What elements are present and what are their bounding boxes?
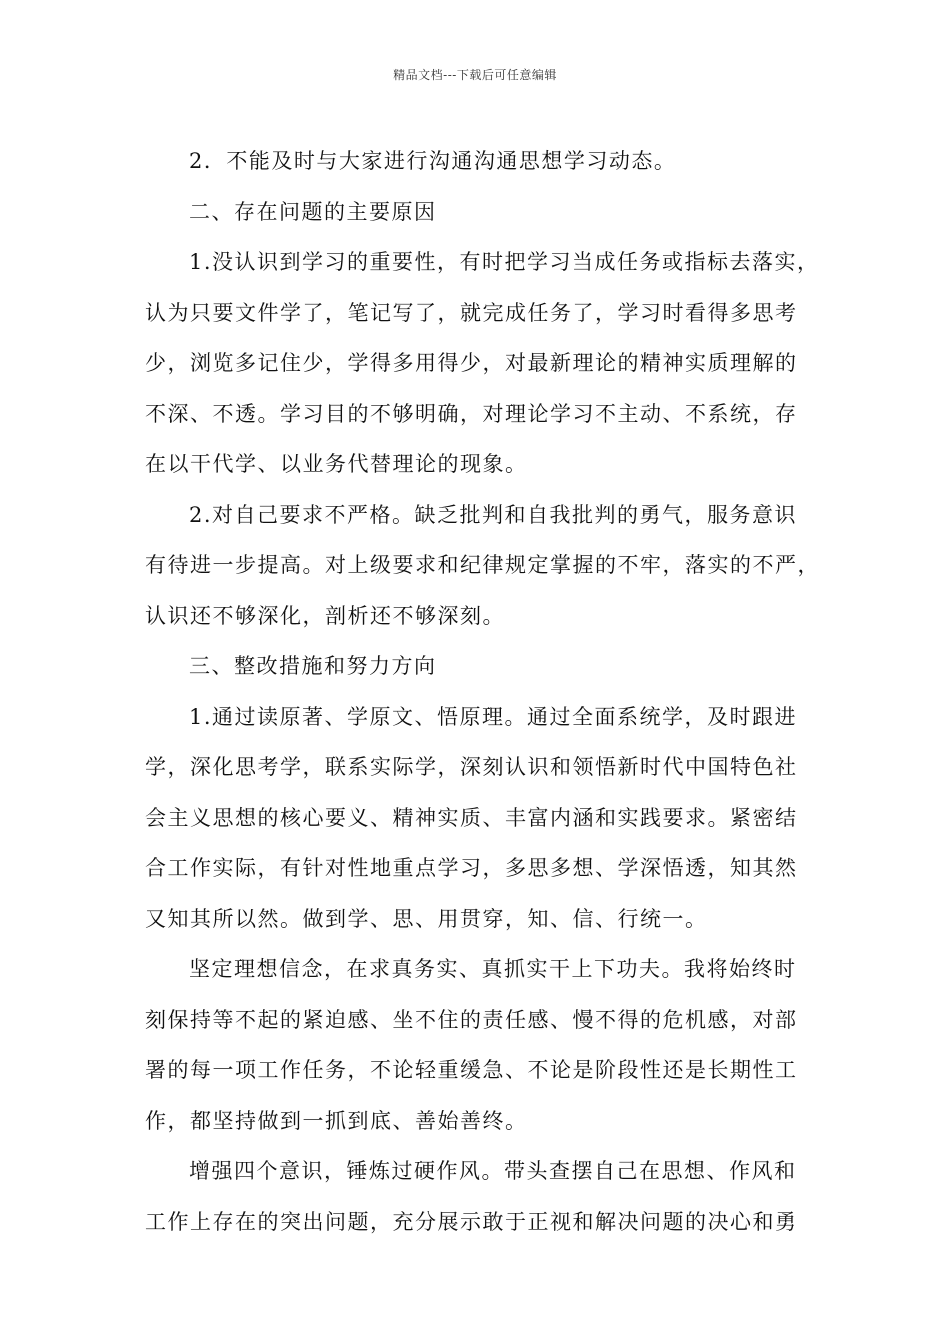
body-line: 合工作实际，有针对性地重点学习，多思多想、学深悟透，知其然 [145,856,798,880]
section-heading: 三、整改措施和努力方向 [189,654,437,678]
page-header: 精品文档---下载后可任意编辑 [393,68,557,82]
body-line: 少，浏览多记住少，学得多用得少，对最新理论的精神实质理解的 [145,351,798,375]
body-line: 有待进一步提高。对上级要求和纪律规定掌握的不牢，落实的不严， [145,553,820,577]
body-line: 不深、不透。学习目的不够明确，对理论学习不主动、不系统，存 [145,401,798,426]
section-heading: 二、存在问题的主要原因 [189,199,437,224]
body-line: 工作上存在的突出问题，充分展示敢于正视和解决问题的决心和勇 [145,1209,798,1234]
body-line: 认为只要文件学了，笔记写了，就完成任务了，学习时看得多思考 [145,300,798,325]
body-line: 署的每一项工作任务，不论轻重缓急、不论是阶段性还是长期性工 [145,1058,798,1082]
document-body [145,136,835,1247]
body-line: 1.通过读原著、学原文、悟原理。通过全面系统学，及时跟进 [189,704,798,729]
body-line: 在以干代学、以业务代替理论的现象。 [145,452,528,476]
body-line: 坚定理想信念，在求真务实、真抓实干上下功夫。我将始终时 [189,957,797,981]
body-line: 刻保持等不起的紧迫感、坐不住的责任感、慢不得的危机感，对部 [145,1007,798,1032]
body-line: 2.对自己要求不严格。缺乏批判和自我批判的勇气，服务意识 [189,502,798,527]
body-line: 增强四个意识，锤炼过硬作风。带头查摆自己在思想、作风和 [189,1159,797,1183]
body-line: 1.没认识到学习的重要性，有时把学习当成任务或指标去落实， [189,250,820,274]
body-line: 又知其所以然。做到学、思、用贯穿，知、信、行统一。 [145,906,708,931]
body-line: 学，深化思考学，联系实际学，深刻认识和领悟新时代中国特色社 [145,755,798,779]
body-line: 作，都坚持做到一抓到底、善始善终。 [145,1108,528,1133]
body-line: 2．不能及时与大家进行沟通沟通思想学习动态。 [189,149,677,173]
body-line: 会主义思想的核心要义、精神实质、丰富内涵和实践要求。紧密结 [145,805,798,830]
body-line: 认识还不够深化，剖析还不够深刻。 [145,603,505,628]
